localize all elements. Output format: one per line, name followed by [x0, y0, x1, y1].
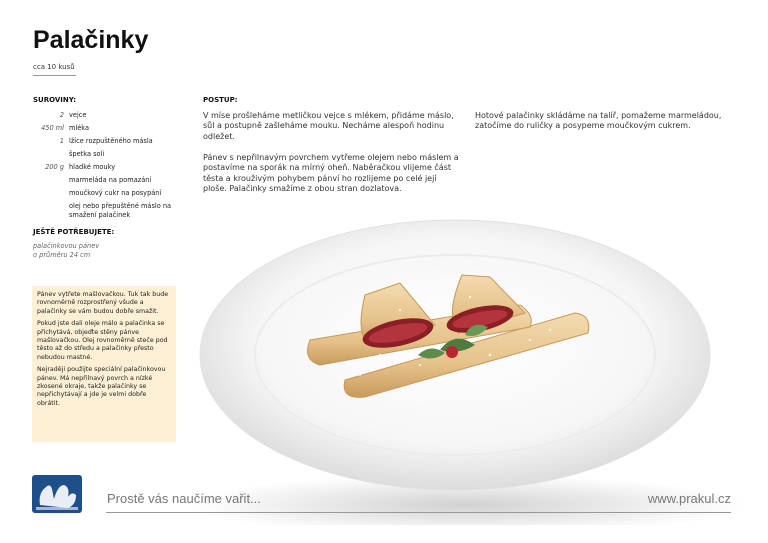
ingredient-quantity: 200 g: [45, 163, 64, 171]
ingredient-row: [33, 202, 183, 219]
equipment-text: palačinkovou pánev o průměru 24 cm: [33, 242, 100, 259]
pancake-plate-illustration: [190, 215, 768, 525]
ingredient-name: špetka soli: [69, 150, 105, 158]
tip-paragraph: Pánev vytřete mašlovačkou. Tuk tak bude rovnoměrně rozprostřený všude a palačinky se vám budou dobře smažit.: [37, 291, 169, 315]
ingredient-row: [33, 124, 183, 133]
ingredient-quantity: [33, 150, 69, 159]
ingredient-row: [33, 176, 183, 185]
footer-website-link[interactable]: www.prakul.cz: [647, 491, 731, 506]
ingredients-heading: SUROVINY:: [33, 96, 77, 104]
ingredient-row: [33, 150, 183, 159]
ingredient-name: lžíce rozpuštěného másla: [69, 137, 153, 145]
method-step-3: Hotové palačinky skládáme na talíř, pomažeme marmeládou, zatočíme do ruličky a posypeme moučkovým cukrem.: [475, 111, 722, 131]
ingredient-name: vejce: [69, 111, 87, 119]
method-step-2: Pánev s nepřilnavým povrchem vytřeme olejem nebo máslem a postavíme na sporák na mírný oheň. Naběračkou vlijeme část těsta a krouživým pohybem pánví ho rozlijeme po celé její ploše. Palačinky smažíme z obou stran dozlatova.: [203, 153, 459, 194]
footer-divider: [106, 512, 731, 513]
ingredient-name: mléka: [69, 124, 90, 132]
tip-paragraph: Nejraději použijte speciální palačinkovou pánev. Má nepřilnavý povrch a nízké zkosené okraje, takže palačinky se nepřichytávají a jde je velmi dobře obrátit.: [37, 366, 166, 407]
ingredient-quantity: [33, 202, 69, 219]
ingredients-list: [33, 111, 183, 224]
equipment-heading: JEŠTĚ POTŘEBUJETE:: [33, 228, 115, 236]
ingredient-row: [33, 111, 183, 120]
ingredient-quantity: 450 ml: [41, 124, 64, 132]
servings-label: cca 10 kusů: [33, 63, 75, 71]
tip-paragraph: Pokud jste dali oleje málo a palačinka se přichytává, objeďte stěny pánve mašlovačkou. Olej rovnoměrně steče pod těsto až do středu a palačinky přesto nebudou mastné.: [37, 320, 168, 361]
tips-box: [32, 286, 176, 442]
ingredient-quantity: 1: [59, 137, 64, 145]
ingredient-row: [33, 189, 183, 198]
method-heading: POSTUP:: [203, 96, 238, 104]
footer-slogan: Prostě vás naučíme vařit...: [107, 491, 261, 506]
servings-divider: [33, 75, 76, 76]
ingredient-name: marmeláda na pomazání: [69, 176, 152, 184]
ingredient-name: hladké mouky: [69, 163, 116, 171]
recipe-title: Palačinky: [33, 26, 149, 54]
ingredient-row: [33, 137, 183, 146]
ingredient-quantity: 2: [59, 111, 64, 119]
ingredient-quantity: [33, 189, 69, 198]
ingredient-row: [33, 163, 183, 172]
method-step-1: V míse prošleháme metličkou vejce s mlékem, přidáme máslo, sůl a postupně zašleháme mouku. Necháme alespoň hodinu odležet.: [203, 111, 454, 141]
hands-logo-icon: [32, 475, 82, 513]
ingredient-name: moučkový cukr na posypání: [69, 189, 162, 197]
ingredient-quantity: [33, 176, 69, 185]
ingredient-name: olej nebo přepuštěné máslo na smažení palačinek: [69, 202, 172, 219]
